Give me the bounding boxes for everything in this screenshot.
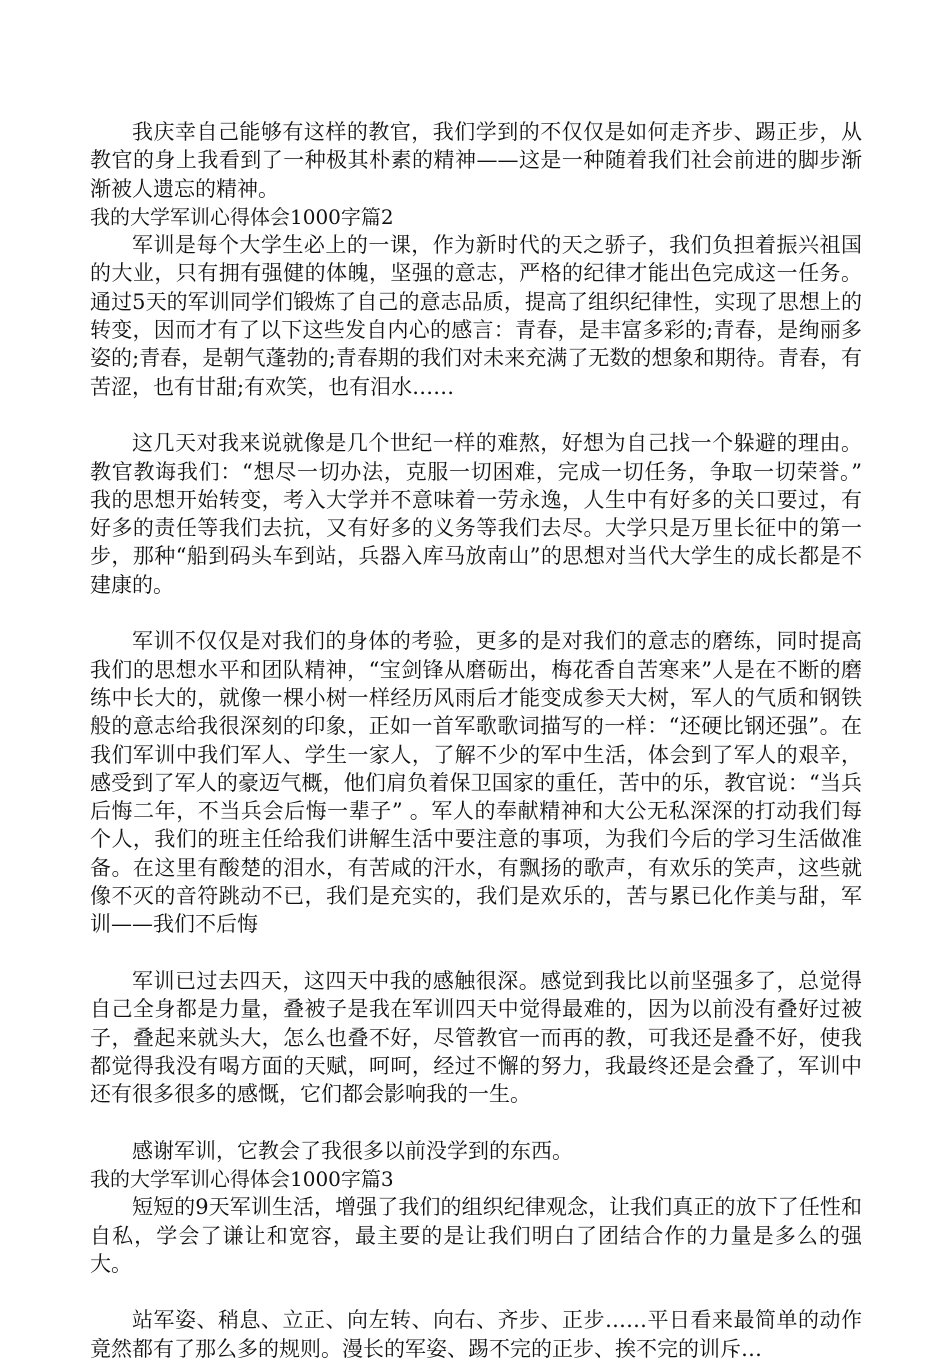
paragraph: 军训不仅仅是对我们的身体的考验，更多的是对我们的意志的磨练，同时提高我们的思想水平和团队精神，“宝剑锋从磨砺出，梅花香自苦寒来”人是在不断的磨练中长大的，就像一棵小树一样经历风雨后才能变成参天大树，军人的气质和钢铁般的意志给我很深刻的印象，正如一首军歌歌词描写的一样：“还硬比钢还强”。在我们军训中我们军人、学生一家人，了解不少的军中生活，体会到了军人的艰辛，感受到了军人的豪迈气概，他们肩负着保卫国家的重任，苦中的乐，教官说：“当兵后悔二年，不当兵会后悔一辈子” 。军人的奉献精神和大公无私深深的打动我们每个人，我们的班主任给我们讲解生活中要注意的事项，为我们今后的学习生活做准备。在这里有酸楚的泪水，有苦咸的汗水，有飘扬的歌声，有欢乐的笑声，这些就像不灭的音符跳动不已，我们是充实的，我们是欢乐的，苦与累已化作美与甜，军训——我们不后悔 xyxy=(90,629,862,937)
paragraph: 短短的9天军训生活，增强了我们的组织纪律观念，让我们真正的放下了任性和自私，学会了谦让和宽容，最主要的是让我们明白了团结合作的力量是多么的强大。 xyxy=(90,1195,862,1276)
paragraph-gap xyxy=(90,401,862,429)
section-heading: 我的大学军训心得体会1000字篇3 xyxy=(90,1166,394,1191)
paragraph-gap xyxy=(90,1108,862,1136)
document-page xyxy=(90,118,869,1363)
section-heading: 我的大学军训心得体会1000字篇2 xyxy=(90,204,394,229)
paragraph: 我庆幸自己能够有这样的教官，我们学到的不仅仅是如何走齐步、踢正步，从教官的身上我看到了一种极其朴素的精神——这是一种随着我们社会前进的脚步渐渐被人遗忘的精神。 xyxy=(90,120,862,201)
paragraph-gap xyxy=(90,939,862,967)
paragraph-gap xyxy=(90,599,862,627)
paragraph: 感谢军训，它教会了我很多以前没学到的东西。 xyxy=(132,1138,573,1163)
paragraph: 军训是每个大学生必上的一课，作为新时代的天之骄子，我们负担着振兴祖国的大业，只有拥有强健的体魄，坚强的意志，严格的纪律才能出色完成这一任务。通过5天的军训同学们锻炼了自己的意志品质，提高了组织纪律性，实现了思想上的转变，因而才有了以下这些发自内心的感言：青春，是丰富多彩的;青春，是绚丽多姿的;青春，是朝气蓬勃的;青春期的我们对未来充满了无数的想象和期待。青春，有苦涩，也有甘甜;有欢笑，也有泪水…… xyxy=(90,233,862,399)
paragraph: 军训已过去四天，这四天中我的感触很深。感觉到我比以前坚强多了，总觉得自己全身都是力量，叠被子是我在军训四天中觉得最难的，因为以前没有叠好过被子，叠起来就头大，怎么也叠不好，尽管教官一而再的教，可我还是叠不好，使我都觉得我没有喝方面的天赋，呵呵，经过不懈的努力，我最终还是会叠了，军训中还有很多很多的感慨，它们都会影响我的一生。 xyxy=(90,968,862,1107)
paragraph-gap xyxy=(90,1278,862,1306)
paragraph: 站军姿、稍息、立正、向左转、向右、齐步、正步……平日看来最简单的动作竟然都有了那么多的规则。漫长的军姿、踢不完的正步、挨不完的训斥… xyxy=(90,1308,862,1361)
paragraph: 这几天对我来说就像是几个世纪一样的难熬，好想为自己找一个躲避的理由。教官教诲我们：“想尽一切办法，克服一切困难，完成一切任务，争取一切荣誉。” 我的思想开始转变，考入大学并不意味着一劳永逸，人生中有好多的关口要过，有好多的责任等我们去抗，又有好多的义务等我们去尽。大学只是万里长征中的第一步，那种“船到码头车到站，兵器入库马放南山”的思想对当代大学生的成长都是不建康的。 xyxy=(90,431,869,597)
